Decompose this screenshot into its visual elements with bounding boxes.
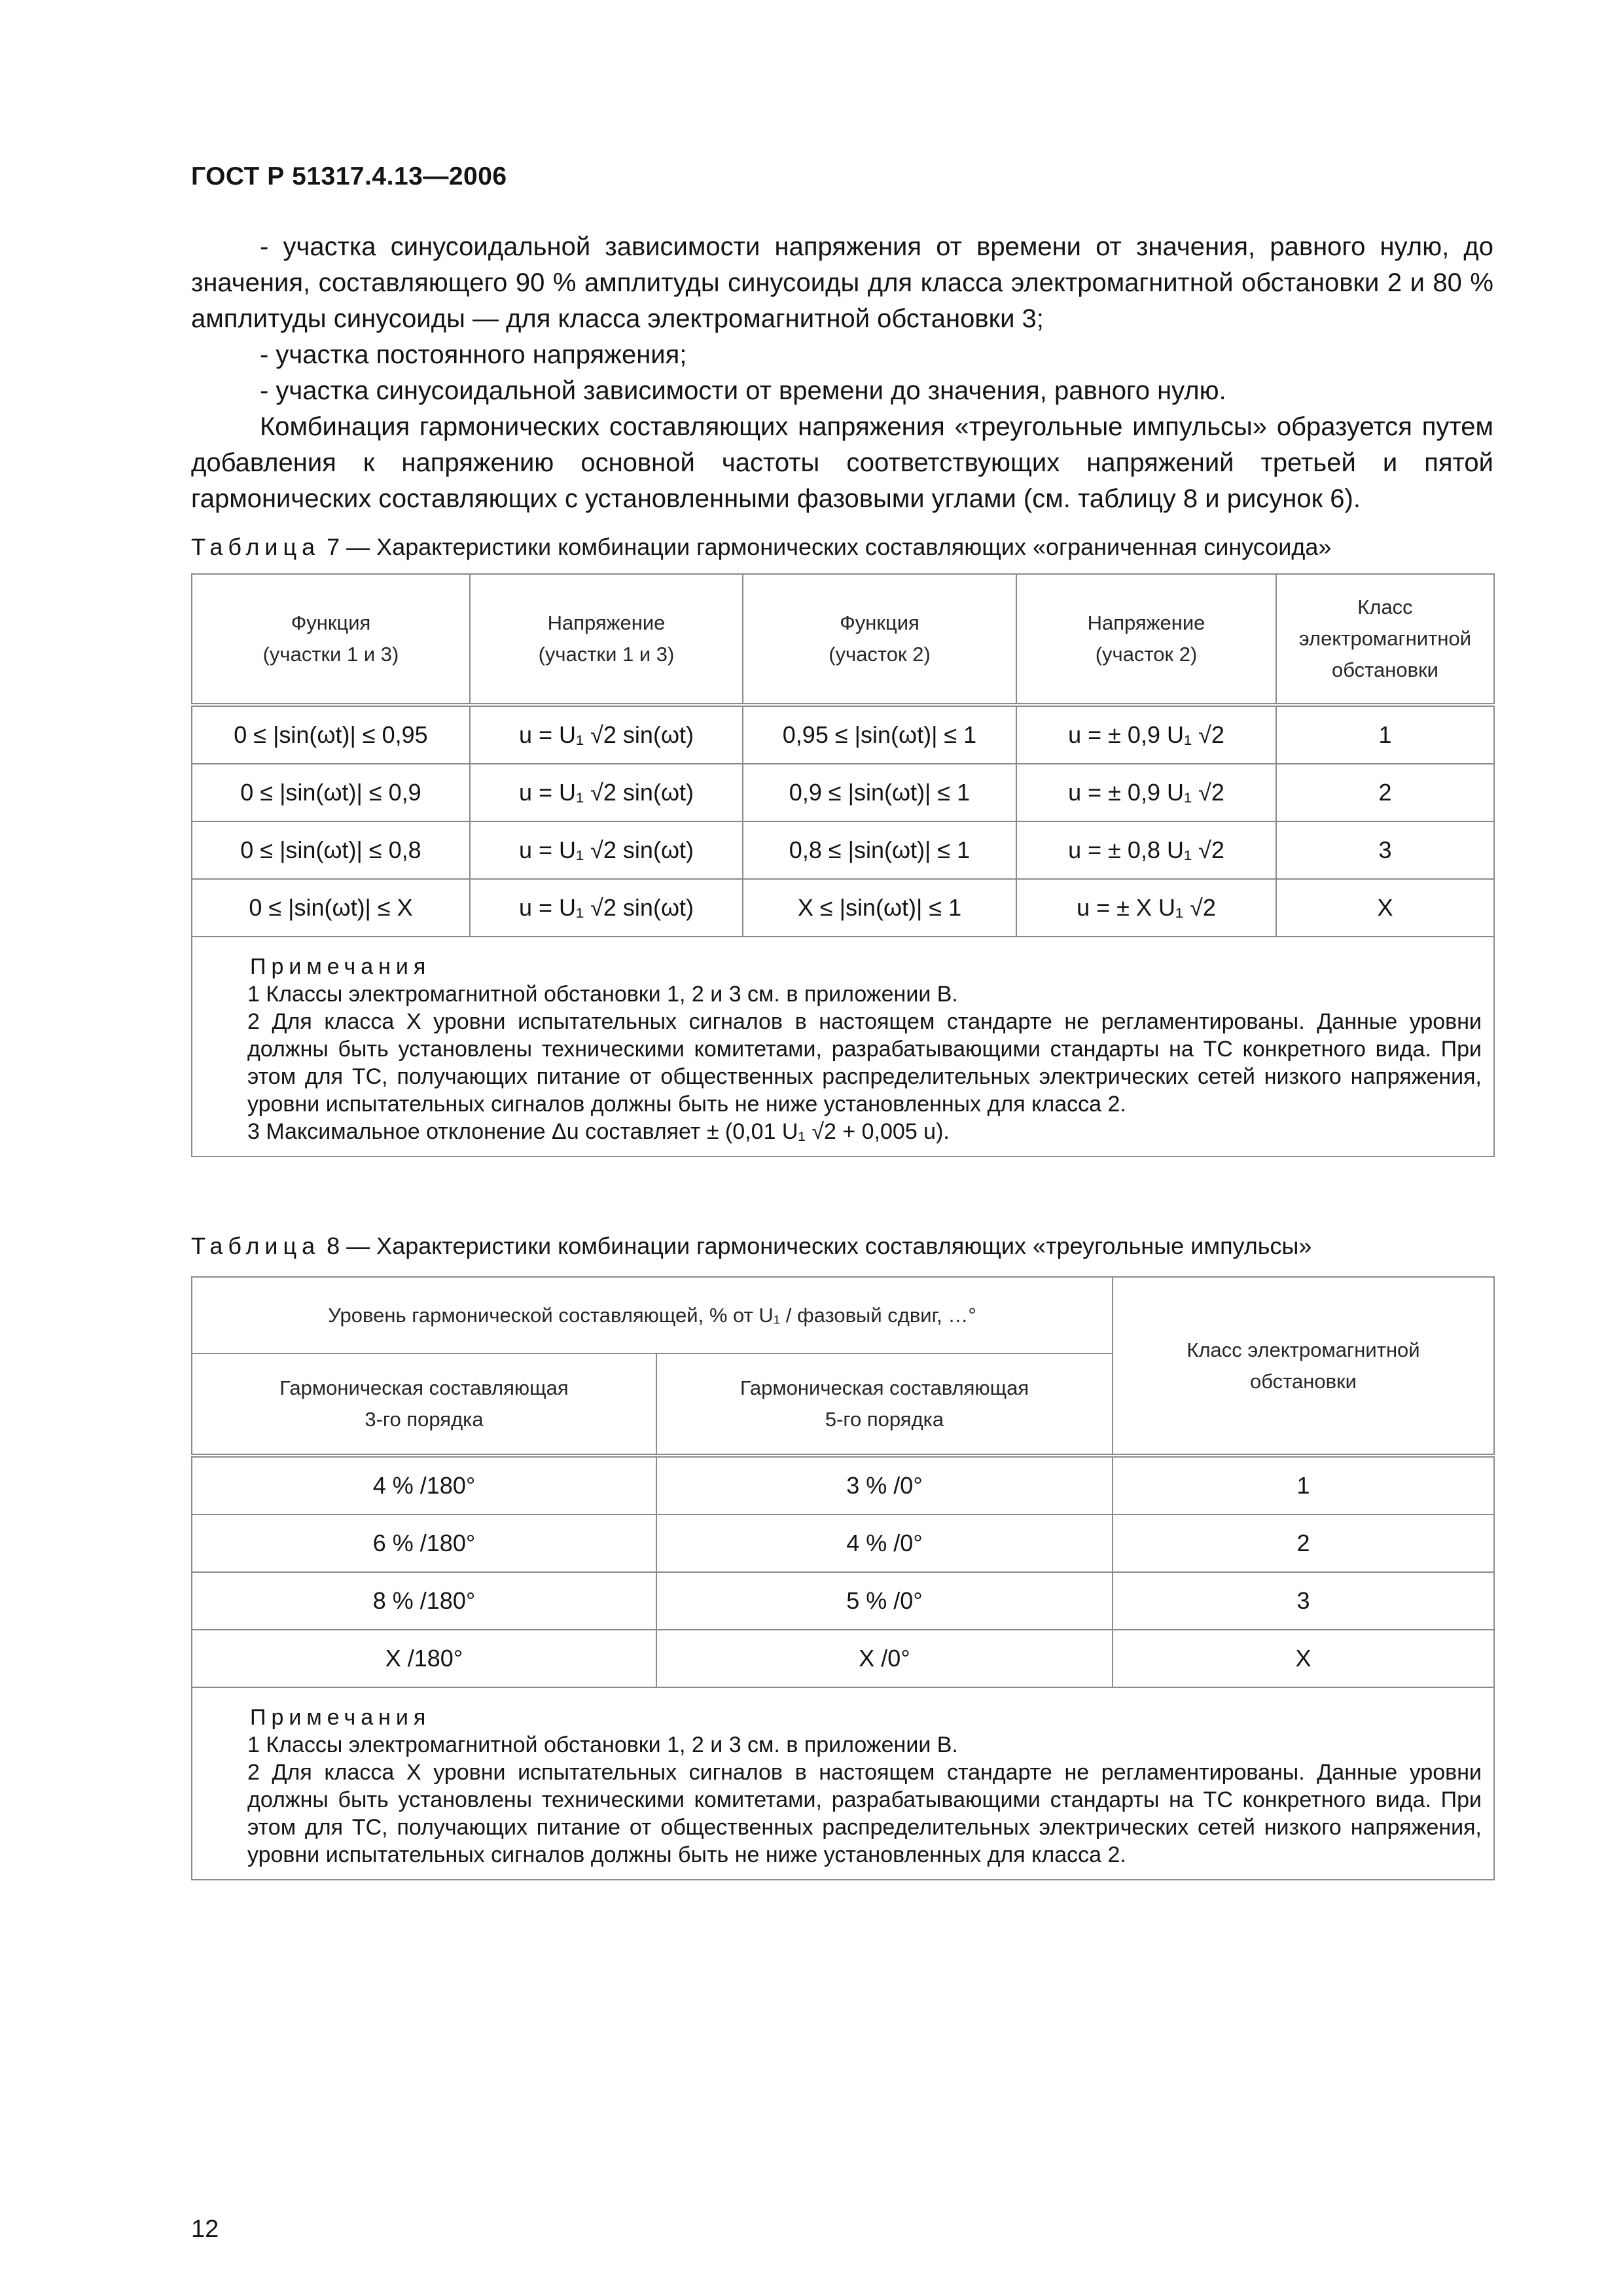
table-cell: 8 % /180° [192, 1572, 656, 1630]
table-cell: X ≤ |sin(ωt)| ≤ 1 [743, 879, 1016, 937]
table-cell: u = ± 0,8 U₁ √2 [1016, 821, 1276, 879]
table7-header-cell: Напряжение (участки 1 и 3) [470, 574, 743, 705]
table8-header-cell: Гармоническая составляющая 5-го порядка [656, 1354, 1113, 1456]
table-cell: u = U₁ √2 sin(ωt) [470, 821, 743, 879]
note: 1 Классы электромагнитной обстановки 1, 2 и 3 см. в приложении В. [247, 982, 958, 1007]
body-text [191, 229, 1493, 517]
note: 1 Классы электромагнитной обстановки 1, 2 и 3 см. в приложении В. [247, 1732, 958, 1757]
table-cell: X [1276, 879, 1494, 937]
paragraph: - участка синусоидальной зависимости напряжения от времени от значения, равного нулю, до значения, составляющего 90 % амплитуды синусоиды для класса электромагнитной обстановки 2 и 80 % амплитуды синусоиды — для класса электромагнитной обстановки 3; [191, 232, 1493, 333]
table-cell: 3 [1276, 821, 1494, 879]
table7-caption: Таблица 7 — Характеристики комбинации гармонических составляющих «ограниченная синусоида» [191, 533, 1332, 560]
table-cell: 0 ≤ |sin(ωt)| ≤ 0,9 [192, 764, 470, 821]
page-number: 12 [191, 2215, 219, 2243]
table-cell: u = U₁ √2 sin(ωt) [470, 705, 743, 764]
table-row [192, 879, 1494, 937]
note: 2 Для класса X уровни испытательных сигналов в настоящем стандарте не регламентированы. Данные уровни должны быть установлены техническими комитетами, разрабатывающими стандарты на ТС конкретного вида. При этом для ТС, получающих питание от общественных распределительных электрических сетей низкого напряжения, уровни испытательных сигналов должны быть не ниже установленных для класса 2. [247, 1760, 1482, 1867]
table7-header-row [192, 574, 1494, 705]
table-cell: 3 % /0° [656, 1456, 1113, 1515]
table-cell: u = ± 0,9 U₁ √2 [1016, 764, 1276, 821]
table-cell: 5 % /0° [656, 1572, 1113, 1630]
table7-notes-row [192, 937, 1494, 1157]
table-cell: X [1113, 1630, 1494, 1687]
table7-header-cell: Напряжение (участок 2) [1016, 574, 1276, 705]
table-cell: 1 [1276, 705, 1494, 764]
table7-notes [192, 937, 1494, 1157]
table-cell: 0,9 ≤ |sin(ωt)| ≤ 1 [743, 764, 1016, 821]
table-cell: 2 [1113, 1515, 1494, 1572]
table8-group-header-row [192, 1277, 1494, 1354]
table-row [192, 1456, 1494, 1515]
notes-heading: Примечания [250, 954, 431, 979]
table7-header-cell: Функция (участок 2) [743, 574, 1016, 705]
table-row [192, 764, 1494, 821]
table7 [191, 573, 1495, 1157]
table-cell: u = ± 0,9 U₁ √2 [1016, 705, 1276, 764]
table7-header-cell: Функция (участки 1 и 3) [192, 574, 470, 705]
table-cell: X /0° [656, 1630, 1113, 1687]
paragraph: - участка синусоидальной зависимости от времени до значения, равного нулю. [260, 376, 1226, 405]
table-cell: 0,95 ≤ |sin(ωt)| ≤ 1 [743, 705, 1016, 764]
table-row [192, 705, 1494, 764]
table-cell: u = U₁ √2 sin(ωt) [470, 764, 743, 821]
paragraph: Комбинация гармонических составляющих напряжения «треугольные импульсы» образуется путем добавления к напряжению основной частоты соответствующих напряжений третьей и пятой гармонических составляющих с установленными фазовыми углами (см. таблицу 8 и рисунок 6). [191, 412, 1493, 513]
table-cell: 2 [1276, 764, 1494, 821]
table-cell: u = ± X U₁ √2 [1016, 879, 1276, 937]
table-cell: 0 ≤ |sin(ωt)| ≤ 0,95 [192, 705, 470, 764]
table-cell: 0 ≤ |sin(ωt)| ≤ X [192, 879, 470, 937]
table8-notes-row [192, 1687, 1494, 1880]
table-row [192, 821, 1494, 879]
table8 [191, 1276, 1495, 1880]
notes-heading: Примечания [250, 1705, 431, 1730]
table8-header-cell: Класс электромагнитной обстановки [1113, 1277, 1494, 1456]
table-cell: 1 [1113, 1456, 1494, 1515]
table-cell: u = U₁ √2 sin(ωt) [470, 879, 743, 937]
table-row [192, 1630, 1494, 1687]
document-header: ГОСТ Р 51317.4.13—2006 [191, 162, 507, 190]
table-cell: 0 ≤ |sin(ωt)| ≤ 0,8 [192, 821, 470, 879]
table-row [192, 1515, 1494, 1572]
table7-header-cell: Класс электромагнитной обстановки [1276, 574, 1494, 705]
table-row [192, 1572, 1494, 1630]
table8-header-cell: Гармоническая составляющая 3-го порядка [192, 1354, 656, 1456]
table8-notes [192, 1687, 1494, 1880]
table8-caption: Таблица 8 — Характеристики комбинации гармонических составляющих «треугольные импульсы» [191, 1232, 1312, 1259]
table-cell: 3 [1113, 1572, 1494, 1630]
table-cell: 6 % /180° [192, 1515, 656, 1572]
table-cell: 4 % /180° [192, 1456, 656, 1515]
table-cell: 0,8 ≤ |sin(ωt)| ≤ 1 [743, 821, 1016, 879]
paragraph: - участка постоянного напряжения; [260, 340, 687, 369]
note: 3 Максимальное отклонение Δu составляет ± (0,01 U₁ √2 + 0,005 u). [247, 1119, 950, 1144]
table8-group-header: Уровень гармонической составляющей, % от U₁ / фазовый сдвиг, …° [192, 1277, 1113, 1354]
table-cell: 4 % /0° [656, 1515, 1113, 1572]
table-cell: X /180° [192, 1630, 656, 1687]
note: 2 Для класса X уровни испытательных сигналов в настоящем стандарте не регламентированы. Данные уровни должны быть установлены техническими комитетами, разрабатывающими стандарты на ТС конкретного вида. При этом для ТС, получающих питание от общественных распределительных электрических сетей низкого напряжения, уровни испытательных сигналов должны быть не ниже установленных для класса 2. [247, 1009, 1482, 1117]
